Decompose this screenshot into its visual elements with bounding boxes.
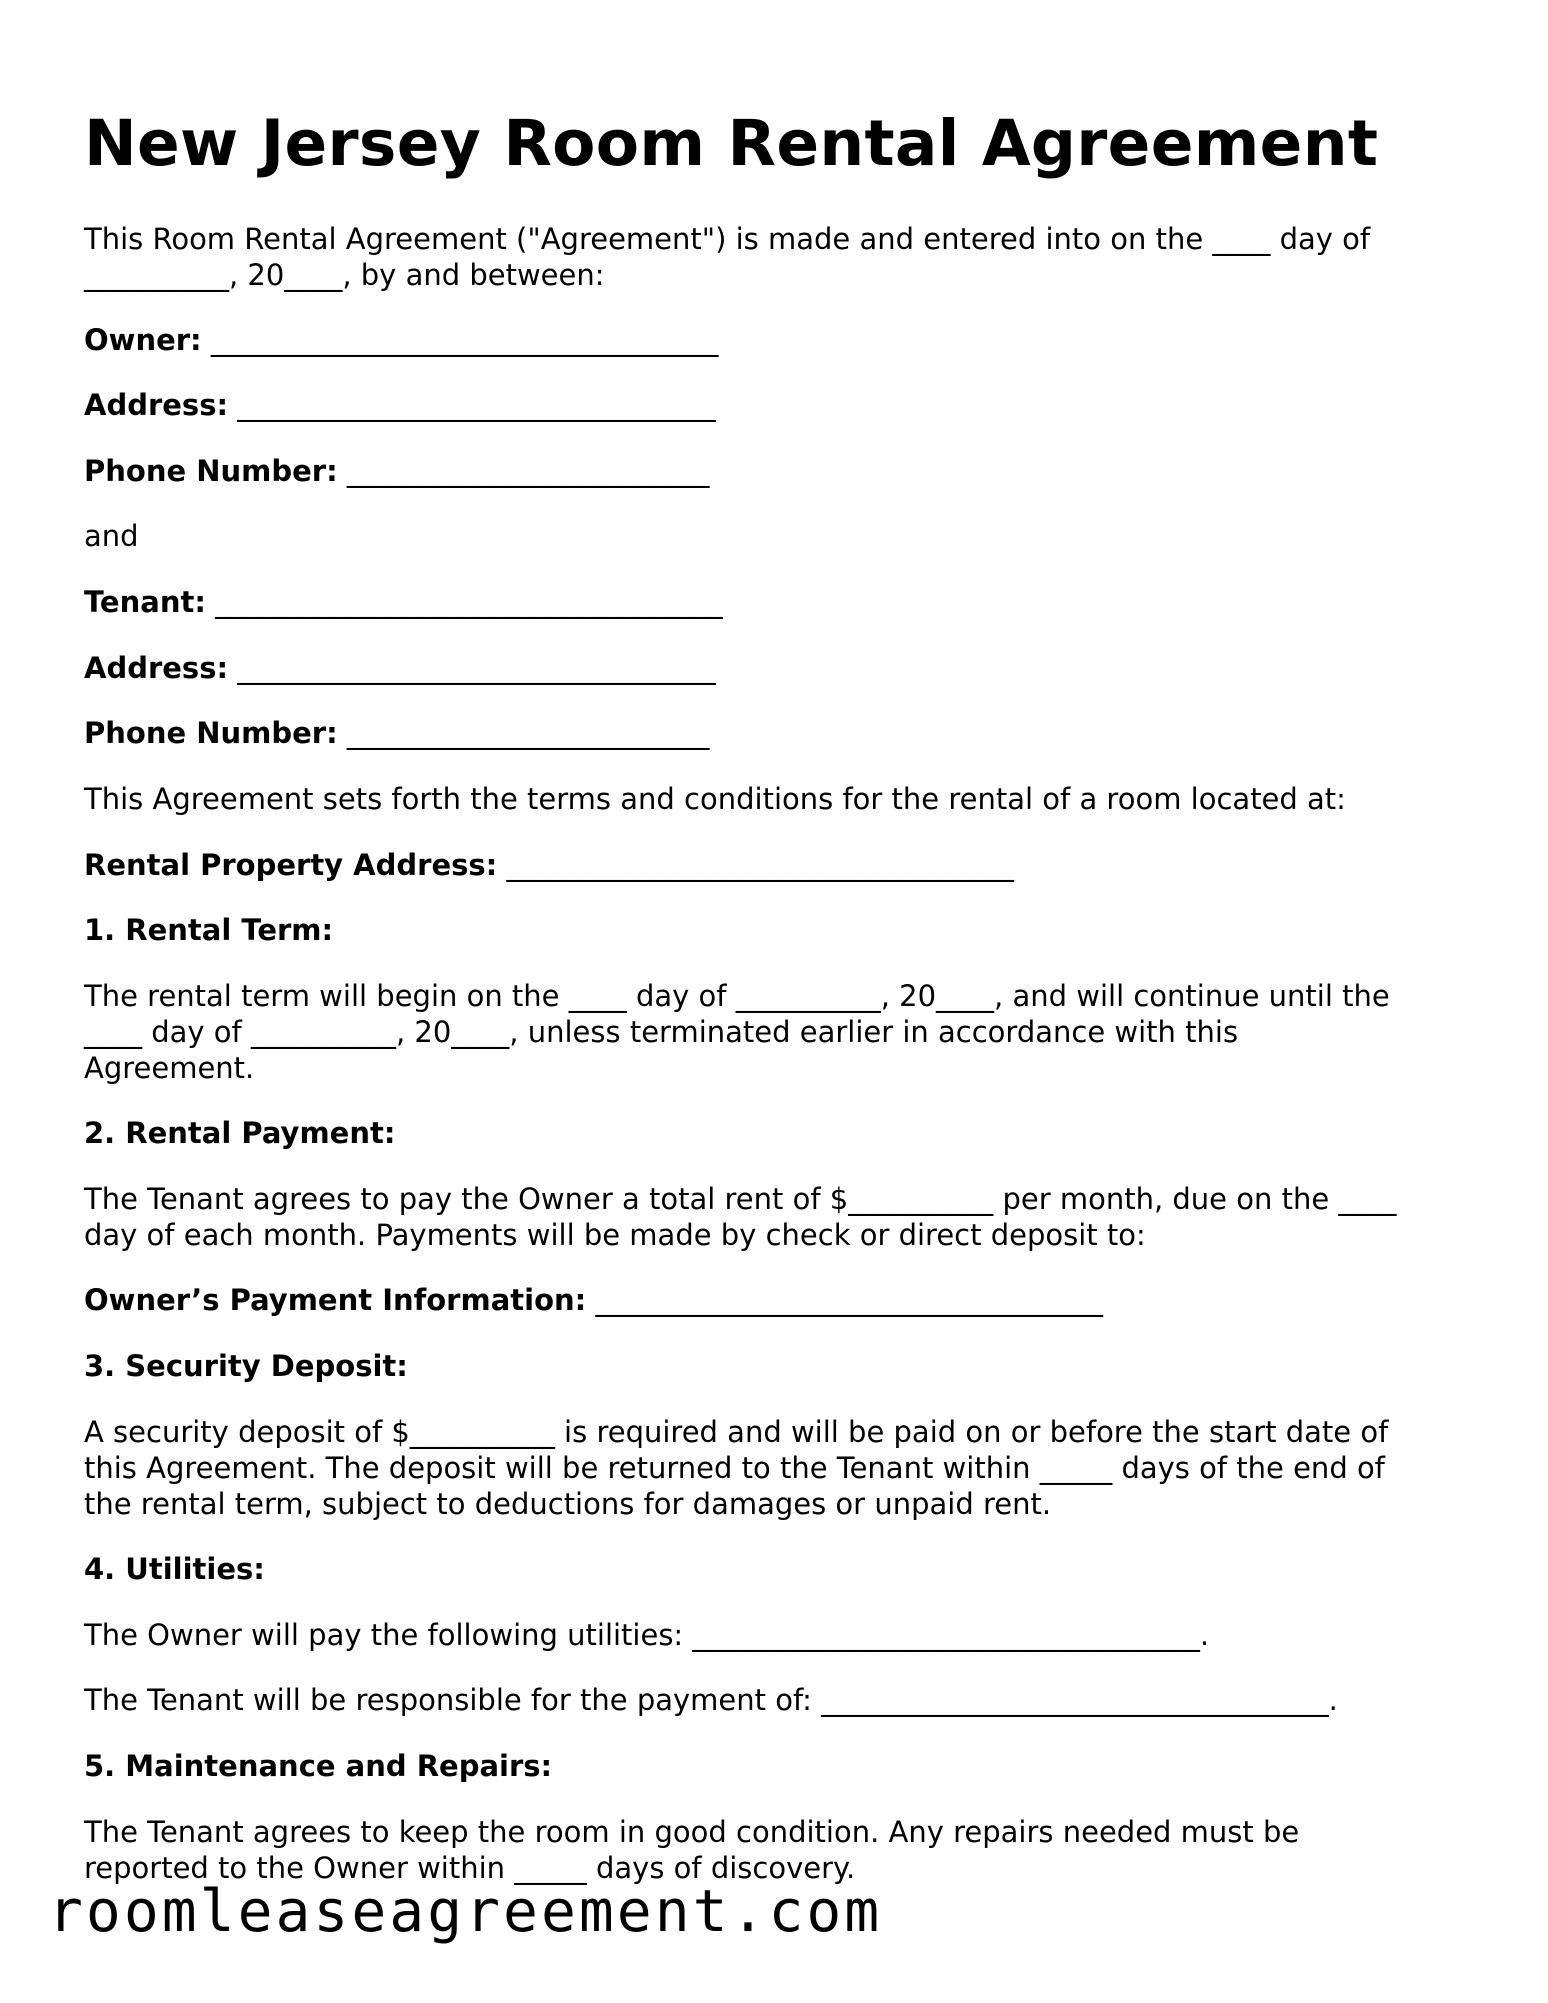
owner-phone-label: Phone Number: xyxy=(84,454,338,488)
tenant-phone-label: Phone Number: xyxy=(84,716,338,750)
owner-phone-blank: _________________________ xyxy=(346,454,710,488)
property-address-field xyxy=(84,847,1014,883)
utilities-owner-line: The Owner will pay the following utilities: ___________________________________. xyxy=(84,1618,1210,1652)
owner-name-field xyxy=(84,322,718,358)
rental-payment-line-1: The Tenant agrees to pay the Owner a total rent of $__________ per month, due on the ____ xyxy=(84,1182,1397,1216)
rental-term-line-1: The rental term will begin on the ____ day of __________, 20____, and will continue until the xyxy=(84,979,1390,1013)
terms-intro: This Agreement sets forth the terms and conditions for the rental of a room located at: xyxy=(84,782,1346,816)
payment-info-field xyxy=(84,1282,1103,1318)
payment-info-label: Owner’s Payment Information: xyxy=(84,1283,587,1317)
security-deposit-line-1: A security deposit of $__________ is required and will be paid on or before the start date of xyxy=(84,1415,1389,1449)
maintenance-line-2: reported to the Owner within _____ days of discovery. xyxy=(84,1851,856,1885)
intro-paragraph xyxy=(84,221,1370,293)
intro-line-1: This Room Rental Agreement ("Agreement") is made and entered into on the ____ day of xyxy=(84,222,1371,256)
maintenance-line-1: The Tenant agrees to keep the room in good condition. Any repairs needed must be xyxy=(84,1815,1300,1849)
tenant-address-blank: _________________________________ xyxy=(237,651,716,685)
security-deposit-heading: 3. Security Deposit: xyxy=(84,1349,408,1383)
owner-address-field xyxy=(84,387,716,423)
property-address-label: Rental Property Address: xyxy=(84,848,498,882)
payment-info-blank: ___________________________________ xyxy=(595,1283,1103,1317)
tenant-name-label: Tenant: xyxy=(84,585,206,619)
security-deposit-paragraph xyxy=(84,1414,1388,1522)
owner-name-blank: ___________________________________ xyxy=(210,323,719,357)
owner-address-blank: _________________________________ xyxy=(237,388,716,422)
tenant-name-field xyxy=(84,584,723,620)
tenant-phone-blank: _________________________ xyxy=(346,716,710,750)
document-title: New Jersey Room Rental Agreement xyxy=(84,107,1379,180)
security-deposit-line-2: this Agreement. The deposit will be returned to the Tenant within _____ days of the end of xyxy=(84,1451,1385,1485)
maintenance-heading: 5. Maintenance and Repairs: xyxy=(84,1749,553,1783)
security-deposit-line-3: the rental term, subject to deductions for damages or unpaid rent. xyxy=(84,1487,1052,1521)
rental-term-heading: 1. Rental Term: xyxy=(84,913,334,947)
owner-address-label: Address: xyxy=(84,388,229,422)
rental-term-line-3: Agreement. xyxy=(84,1051,255,1085)
intro-line-2: __________, 20____, by and between: xyxy=(84,258,605,292)
tenant-phone-field xyxy=(84,715,709,751)
rental-payment-heading: 2. Rental Payment: xyxy=(84,1116,396,1150)
and-text: and xyxy=(84,519,139,553)
utilities-heading: 4. Utilities: xyxy=(84,1552,265,1586)
rental-term-line-2: ____ day of __________, 20____, unless terminated earlier in accordance with this xyxy=(84,1015,1239,1049)
rental-term-paragraph xyxy=(84,978,1390,1086)
tenant-name-blank: ___________________________________ xyxy=(215,585,723,619)
owner-phone-field xyxy=(84,453,709,489)
rental-payment-line-2: day of each month. Payments will be made by check or direct deposit to: xyxy=(84,1218,1146,1252)
site-watermark: roomleaseagreement.com xyxy=(48,1877,883,1945)
rental-payment-paragraph xyxy=(84,1181,1396,1253)
owner-name-label: Owner: xyxy=(84,323,202,357)
property-address-blank: ___________________________________ xyxy=(506,848,1014,882)
utilities-tenant-line: The Tenant will be responsible for the payment of: ___________________________________. xyxy=(84,1683,1338,1717)
tenant-address-label: Address: xyxy=(84,651,229,685)
tenant-address-field xyxy=(84,650,716,686)
